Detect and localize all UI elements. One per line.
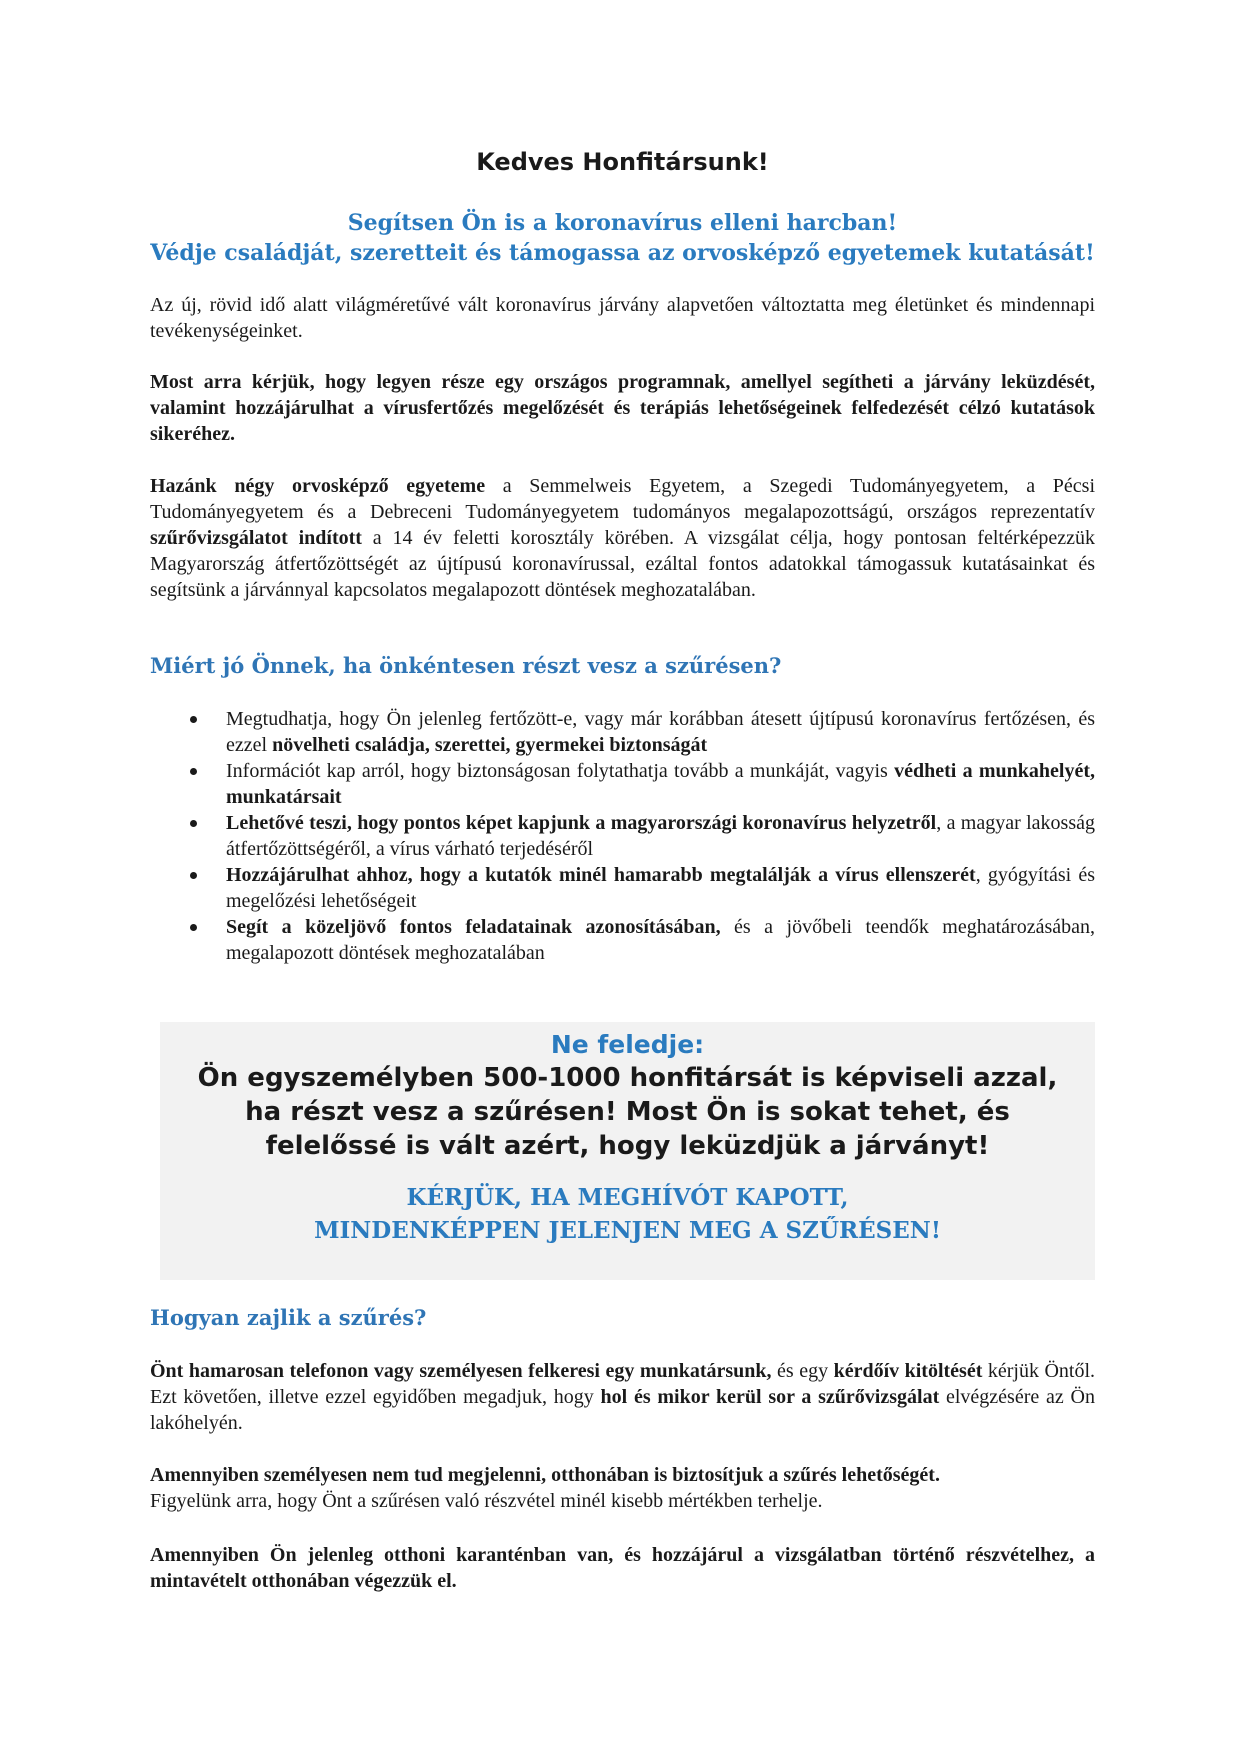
- reminder-callout: [160, 1022, 1095, 1280]
- subtitle-line-1: Segítsen Ön is a koronavírus elleni harcban!: [347, 210, 898, 236]
- universities-bold-2: szűrővizsgálatot indított: [150, 527, 362, 549]
- how-bold-2: kérdőív kitöltését: [833, 1360, 983, 1382]
- callout-request-line-2: MINDENKÉPPEN JELENJEN MEG A SZŰRÉSEN!: [314, 1217, 941, 1244]
- bullet-text-post: , gyógyítási és megelőzési lehetőségeit: [226, 864, 1095, 912]
- how-heading: Hogyan zajlik a szűrés?: [150, 1305, 427, 1330]
- home-text: Figyelünk arra, hogy Önt a szűrésen való részvétel minél kisebb mértékben terhelje.: [150, 1490, 823, 1512]
- letter-subtitle: [150, 208, 1095, 268]
- bullet-text: Megtudhatja, hogy Ön jelenleg fertőzött-e, vagy már korábban átesett újtípusú koronavírus fertőzésen, és ezzel: [226, 708, 1095, 756]
- universities-paragraph: [150, 473, 1095, 603]
- bullet-bold: Segít a közeljövő fontos feladatainak azonosításában,: [226, 916, 721, 938]
- bullet-text: Információt kap arról, hogy biztonságosan folytathatja tovább a munkáját, vagyis: [226, 760, 895, 782]
- bullet-text-post: és a jövőbeli teendők meghatározásában, megalapozott döntések meghozatalában: [226, 916, 1095, 964]
- bullet-bold: növelheti családja, szerettei, gyermekei biztonságát: [272, 734, 708, 756]
- how-bold-3: hol és mikor kerül sor a szűrővizsgálat: [600, 1386, 940, 1408]
- home-paragraph: [150, 1462, 1095, 1514]
- how-text-3: elvégzésére az Ön lakóhelyén.: [150, 1386, 1095, 1434]
- bullet-icon: [190, 820, 197, 827]
- intro-paragraph: Az új, rövid idő alatt világméretűvé vált koronavírus járvány alapvetően változtatta meg életünket és mindennapi tevékenységeinket.: [150, 294, 1095, 342]
- bullet-text-post: , a magyar lakosság átfertőzöttségéről, a vírus várható terjedéséről: [226, 812, 1096, 860]
- bullet-icon: [190, 872, 197, 879]
- bullet-bold: védheti a munkahelyét, munkatársait: [226, 760, 1095, 808]
- universities-bold-1: Hazánk négy orvosképző egyeteme: [150, 475, 486, 497]
- bullet-bold: Lehetővé teszi, hogy pontos képet kapjunk a magyarországi koronavírus helyzetről: [226, 812, 937, 834]
- callout-request-line-1: KÉRJÜK, HA MEGHÍVÓT KAPOTT,: [406, 1184, 849, 1211]
- universities-text-1: a Semmelweis Egyetem, a Szegedi Tudományegyetem, a Pécsi Tudományegyetem és a Debreceni Tudományegyetem tudományos megalapozottságú, országos reprezentatív: [150, 475, 1095, 523]
- bullet-bold: Hozzájárulhat ahhoz, hogy a kutatók minél hamarabb megtalálják a vírus ellenszerét: [226, 864, 976, 886]
- why-heading: Miért jó Önnek, ha önkéntesen részt vesz a szűrésen?: [150, 653, 782, 678]
- bullet-icon: [190, 768, 197, 775]
- home-bold: Amennyiben személyesen nem tud megjelenni, otthonában is biztosítjuk a szűrés lehetőségét.: [150, 1464, 940, 1486]
- list-item: [190, 914, 1095, 966]
- benefits-list: [190, 706, 1095, 966]
- how-paragraph: [150, 1358, 1095, 1436]
- request-text: Most arra kérjük, hogy legyen része egy országos programnak, amellyel segítheti a járvány leküzdését, valamint hozzájárulhat a vírusfertőzés megelőzését és terápiás lehetőségeinek felfedezését célzó kutatások sikeréhez.: [150, 371, 1095, 445]
- quarantine-paragraph: [150, 1542, 1095, 1594]
- subtitle-line-2: Védje családját, szeretteit és támogassa az orvosképző egyetemek kutatását!: [150, 240, 1095, 266]
- letter-title: Kedves Honfitársunk!: [476, 148, 769, 176]
- request-paragraph: [150, 369, 1095, 447]
- list-item: [190, 758, 1095, 810]
- callout-request: [160, 1181, 1095, 1247]
- bullet-icon: [190, 716, 197, 723]
- callout-message: Ön egyszemélyben 500-1000 honfitársát is képviseli azzal, ha részt vesz a szűrésen! Most Ön is sokat tehet, és felelőssé is vált azért, hogy leküzdjük a járványt!: [197, 1063, 1058, 1161]
- list-item: [190, 706, 1095, 758]
- list-item: [190, 862, 1095, 914]
- quarantine-text: Amennyiben Ön jelenleg otthoni karanténban van, és hozzájárul a vizsgálatban történő részvételhez, a mintavételt otthonában végezzük el.: [150, 1544, 1095, 1592]
- list-item: [190, 810, 1095, 862]
- bullet-icon: [190, 924, 197, 931]
- how-bold-1: Önt hamarosan telefonon vagy személyesen felkeresi egy munkatársunk,: [150, 1360, 772, 1382]
- callout-heading: Ne feledje:: [550, 1030, 705, 1059]
- universities-text-2: a 14 év feletti korosztály körében. A vizsgálat célja, hogy pontosan feltérképezzük Magyarország átfertőzöttségét az újtípusú koronavírussal, ezáltal fontos adatokkal támogassuk kutatásainkat és segítsünk a járvánnyal kapcsolatos megalapozott döntések meghozatalában.: [150, 527, 1095, 601]
- how-text-1: és egy: [771, 1360, 834, 1382]
- how-text-2: kérjük Öntől. Ezt követően, illetve ezzel egyidőben megadjuk, hogy: [150, 1360, 1096, 1408]
